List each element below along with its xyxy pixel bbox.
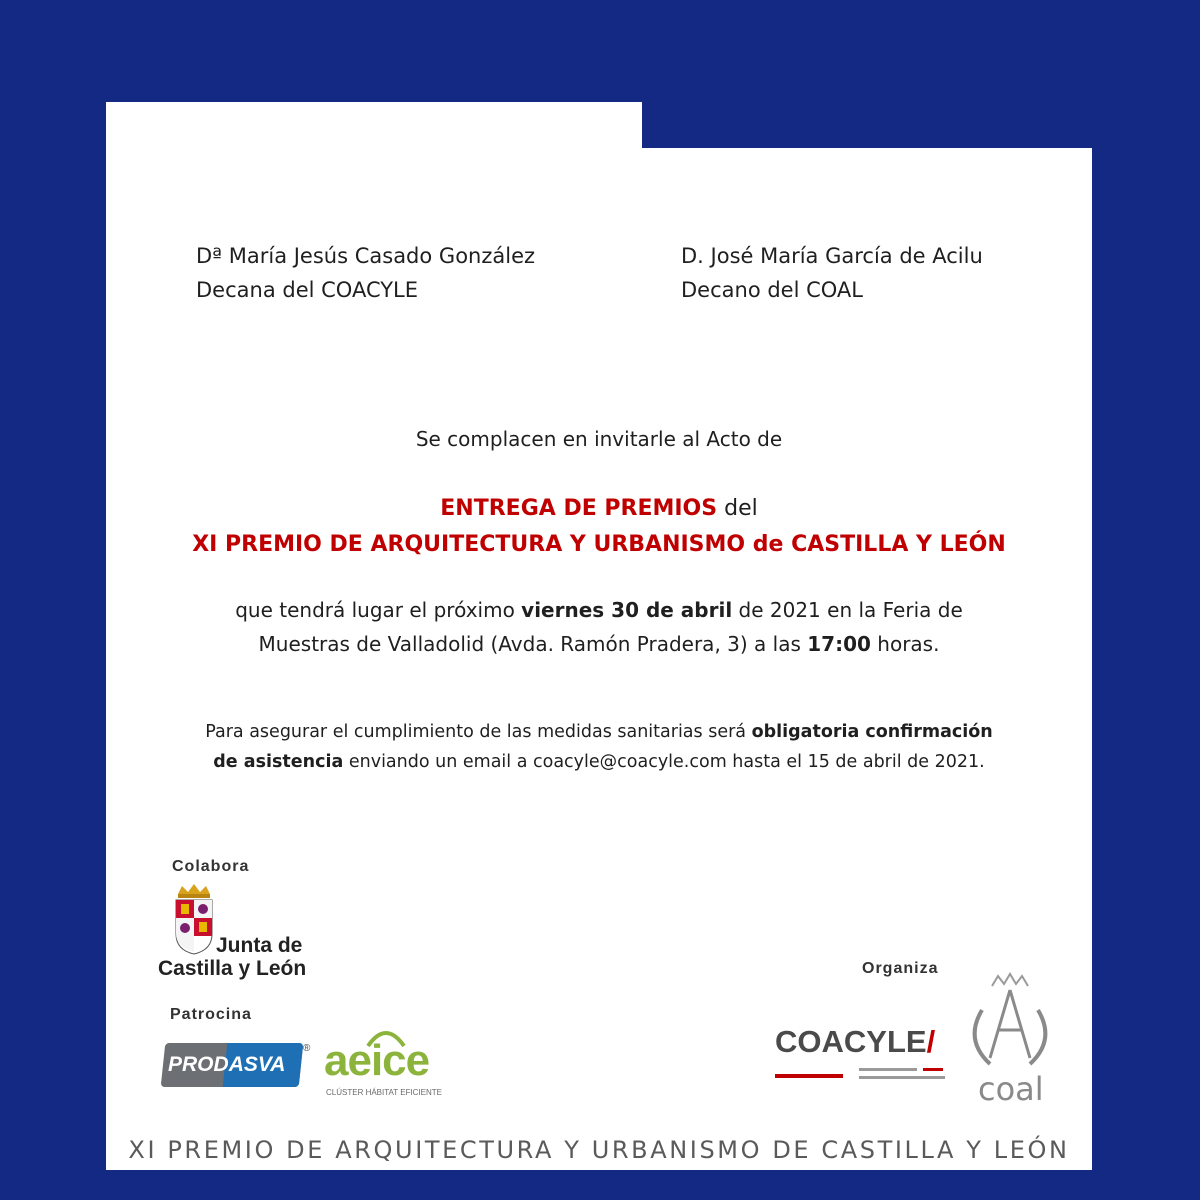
event-time: 17:00 bbox=[807, 632, 871, 656]
organiza-label: Organiza bbox=[862, 960, 939, 977]
patrocina-label: Patrocina bbox=[170, 1006, 252, 1023]
notice-text-2: enviando un email a coacyle@coacyle.com hasta el 15 de abril de 2021. bbox=[343, 752, 985, 772]
event-title-red: ENTREGA DE PREMIOS bbox=[440, 496, 718, 521]
coacyle-slash: / bbox=[926, 1024, 936, 1059]
coal-emblem-icon bbox=[960, 970, 1060, 1070]
footer-title: XI PREMIO DE ARQUITECTURA Y URBANISMO DE CASTILLA Y LEÓN bbox=[128, 1136, 1070, 1164]
details-text-4: horas. bbox=[870, 632, 940, 656]
host-left bbox=[196, 239, 535, 307]
coal-name: coal bbox=[978, 1070, 1044, 1108]
coacyle-name: COACYLE bbox=[775, 1024, 927, 1059]
coacyle-bar-red bbox=[775, 1074, 843, 1078]
notice-text-1: Para asegurar el cumplimiento de las medidas sanitarias será bbox=[205, 722, 752, 742]
host-left-role: Decana del COACYLE bbox=[196, 278, 419, 302]
host-right-role: Decano del COAL bbox=[681, 278, 863, 302]
colabora-label: Colabora bbox=[172, 858, 250, 875]
invite-line: Se complacen en invitarle al Acto de bbox=[415, 427, 783, 451]
junta-line-1: Junta de bbox=[216, 934, 303, 957]
aeice-logo bbox=[324, 1026, 454, 1098]
details-text-3: Muestras de Valladolid (Avda. Ramón Pradera, 3) a las bbox=[258, 632, 808, 656]
prodasva-part-a: PROD bbox=[168, 1053, 229, 1076]
registered-icon: ® bbox=[303, 1043, 311, 1054]
host-left-name: Dª María Jesús Casado González bbox=[196, 244, 536, 268]
event-title-connector: del bbox=[717, 496, 758, 521]
junta-castilla-leon-logo bbox=[158, 884, 328, 984]
notice-bold-1: obligatoria confirmación bbox=[751, 722, 993, 742]
rsvp-notice bbox=[106, 717, 1092, 777]
event-details bbox=[106, 593, 1092, 661]
details-text-2: de 2021 en la Feria de bbox=[732, 598, 963, 622]
junta-line-2: Castilla y León bbox=[158, 957, 307, 980]
event-subtitle: XI PREMIO DE ARQUITECTURA Y URBANISMO de CASTILLA Y LEÓN bbox=[192, 532, 1006, 557]
event-title bbox=[106, 491, 1092, 563]
details-text-1: que tendrá lugar el próximo bbox=[235, 598, 522, 622]
coal-logo bbox=[960, 970, 1060, 1110]
invitation-panel-tab bbox=[106, 102, 642, 150]
coacyle-bar-grey-1 bbox=[859, 1068, 917, 1071]
host-right bbox=[681, 239, 983, 307]
notice-bold-2: de asistencia bbox=[213, 752, 344, 772]
aeice-name: aeice bbox=[324, 1036, 430, 1085]
coat-of-arms-icon bbox=[164, 884, 224, 956]
aeice-tagline: CLÚSTER HÁBITAT EFICIENTE bbox=[326, 1088, 443, 1097]
coacyle-bar-grey-2 bbox=[859, 1076, 945, 1079]
prodasva-part-b: ASVA bbox=[228, 1053, 286, 1076]
host-right-name: D. José María García de Acilu bbox=[681, 244, 983, 268]
coacyle-bar-red-2 bbox=[923, 1068, 943, 1071]
prodasva-logo bbox=[163, 1043, 313, 1099]
coacyle-logo bbox=[775, 1024, 955, 1094]
event-date: viernes 30 de abril bbox=[521, 598, 733, 622]
